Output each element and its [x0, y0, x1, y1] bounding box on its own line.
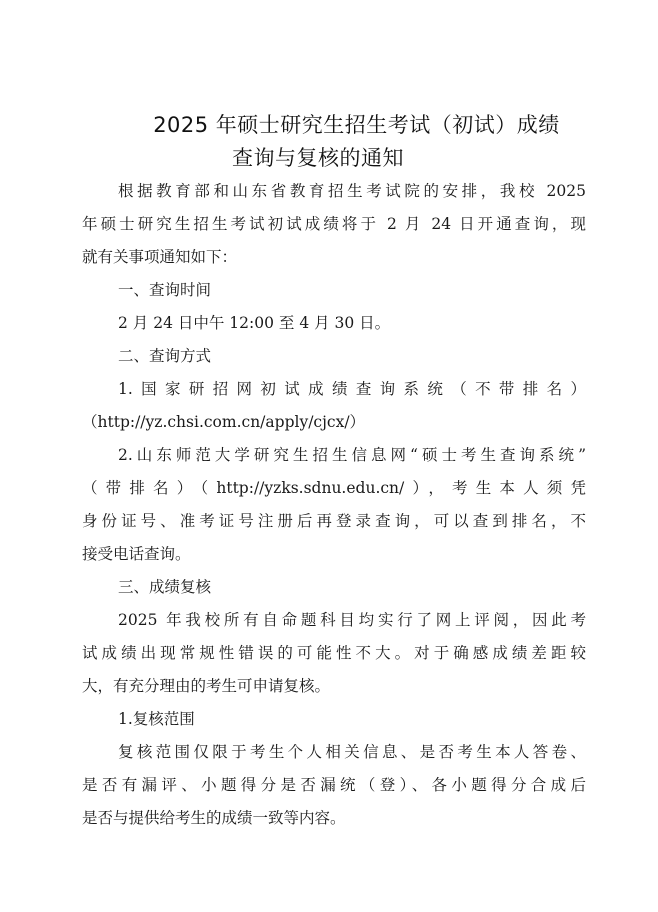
document-title-line-1: 2025 年硕士研究生招生考试（初试）成绩 — [153, 113, 560, 137]
method-2-line-1: 2.山东师范大学研究生招生信息网“硕士考生查询系统” — [118, 446, 586, 464]
section-heading-query-method: 二、查询方式 — [118, 347, 212, 365]
paragraph-intro-line-1: 根据教育部和山东省教育招生考试院的安排，我校 2025 — [118, 182, 586, 200]
review-scope-line-1: 复核范围仅限于考生个人相关信息、是否考生本人答卷、 — [118, 743, 586, 761]
paragraph-intro-line-3: 就有关事项通知如下： — [82, 248, 238, 266]
method-2-line-4: 接受电话查询。 — [82, 545, 191, 563]
paragraph-intro-line-2: 年硕士研究生招生考试初试成绩将于 2 月 24 日开通查询，现 — [82, 215, 586, 233]
document-title-line-2: 查询与复核的通知 — [232, 146, 404, 170]
review-scope-line-2: 是否有漏评、小题得分是否漏统（登）、各小题得分合成后 — [82, 776, 586, 794]
review-paragraph-line-3: 大，有充分理由的考生可申请复核。 — [82, 677, 331, 695]
section-heading-score-review: 三、成绩复核 — [118, 578, 212, 596]
review-paragraph-line-2: 试成绩出现常规性错误的可能性不大。对于确感成绩差距较 — [82, 644, 586, 662]
review-paragraph-line-1: 2025 年我校所有自命题科目均实行了网上评阅，因此考 — [118, 611, 586, 629]
review-scope-line-3: 是否与提供给考生的成绩一致等内容。 — [82, 809, 346, 827]
method-1-line-1: 1.国家研招网初试成绩查询系统（不带排名） — [118, 380, 586, 398]
method-2-line-2: （带排名）（http://yzks.sdnu.edu.cn/），考生本人须凭 — [82, 479, 586, 497]
method-1-url: （http://yz.chsi.com.cn/apply/cjcx/） — [82, 413, 366, 431]
query-time-text: 2 月 24 日中午 12:00 至 4 月 30 日。 — [118, 314, 391, 332]
subheading-review-scope: 1.复核范围 — [118, 710, 195, 728]
section-heading-query-time: 一、查询时间 — [118, 281, 212, 299]
method-2-line-3: 身份证号、准考证号注册后再登录查询，可以查到排名，不 — [82, 512, 586, 530]
